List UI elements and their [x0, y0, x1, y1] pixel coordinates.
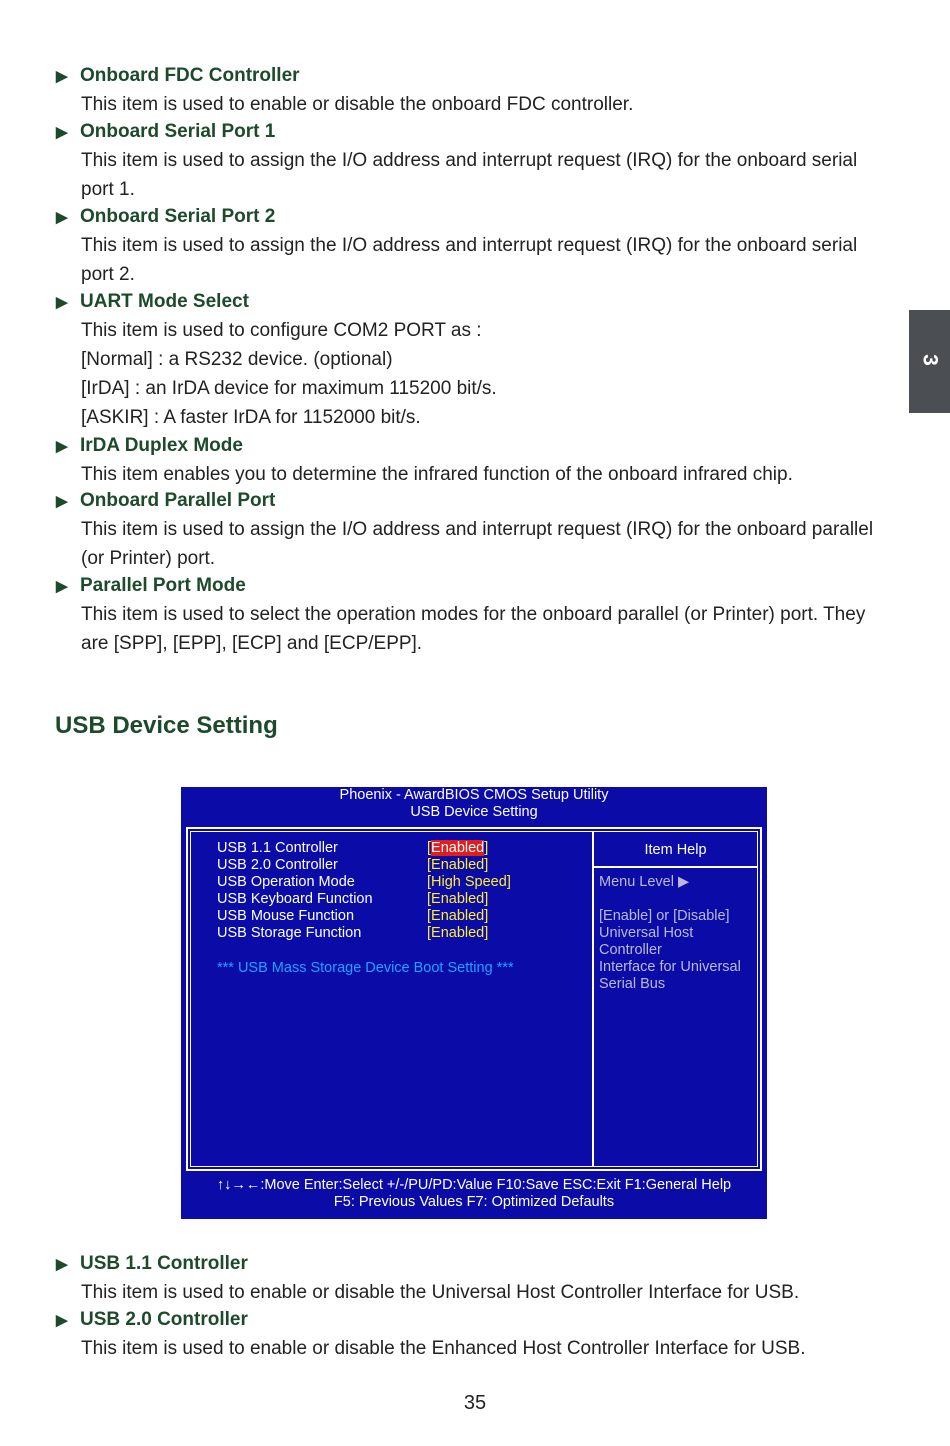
item-heading: ▶ IrDA Duplex Mode [56, 432, 906, 460]
bios-help-divider [592, 866, 757, 868]
bios-title: Phoenix - AwardBIOS CMOS Setup Utility [339, 787, 609, 803]
item-parallel-mode [56, 572, 906, 658]
bios-column-divider [592, 832, 594, 1166]
item-description: This item enables you to determine the infrared function of the onboard infrared chip. [81, 464, 793, 485]
help-text: [Enable] or [Disable] Universal Host Controller Interface for Universal Serial Bus [599, 908, 741, 992]
bios-key-legend-2: F5: Previous Values F7: Optimized Defaults [333, 1194, 615, 1210]
item-heading: ▶ Onboard Serial Port 2 [56, 203, 906, 231]
bios-boot-setting-link[interactable]: *** USB Mass Storage Device Boot Setting *** [217, 960, 514, 976]
triangle-bullet-icon: ▶ [56, 68, 68, 85]
section-title: USB Device Setting [55, 712, 278, 739]
item-usb11-controller [56, 1250, 906, 1307]
page-number: 35 [463, 1392, 487, 1414]
item-heading: ▶ UART Mode Select [56, 288, 906, 316]
triangle-bullet-icon: ▶ [56, 493, 68, 510]
item-description: This item is used to configure COM2 PORT as : [Normal] : a RS232 device. (optional) [IrDA] : an IrDA device for maximum 115200 bit/s. [ASKIR] : A faster IrDA for 1152000 bit/s. [81, 320, 497, 428]
item-heading: ▶ USB 1.1 Controller [56, 1250, 906, 1278]
chapter-number: 3 [918, 354, 942, 366]
item-serial-port-1 [56, 118, 906, 204]
bios-key-legend: ↑↓→←:Move Enter:Select +/-/PU/PD:Value F10:Save ESC:Exit F1:General Help [216, 1177, 732, 1193]
item-description: This item is used to assign the I/O address and interrupt request (IRQ) for the onboard serial port 2. [81, 235, 858, 285]
item-heading: ▶ Onboard Serial Port 1 [56, 118, 906, 146]
menu-level: Menu Level ▶ [599, 874, 690, 890]
bios-frame [186, 827, 762, 1171]
triangle-bullet-icon: ▶ [56, 578, 68, 595]
item-onboard-parallel [56, 487, 906, 573]
item-uart-mode [56, 288, 906, 432]
triangle-bullet-icon: ▶ [56, 1312, 68, 1329]
chapter-tab [909, 310, 950, 413]
triangle-bullet-icon: ▶ [56, 124, 68, 141]
item-help-title: Item Help [644, 842, 707, 858]
item-heading: ▶ Onboard FDC Controller [56, 62, 906, 90]
triangle-bullet-icon: ▶ [56, 1256, 68, 1273]
item-description: This item is used to assign the I/O address and interrupt request (IRQ) for the onboard parallel (or Printer) port. [81, 519, 874, 569]
item-description: This item is used to assign the I/O address and interrupt request (IRQ) for the onboard serial port 1. [81, 150, 858, 200]
item-heading: ▶ Onboard Parallel Port [56, 487, 906, 515]
triangle-bullet-icon: ▶ [56, 209, 68, 226]
item-description: This item is used to enable or disable the onboard FDC controller. [81, 94, 634, 115]
item-heading: ▶ Parallel Port Mode [56, 572, 906, 600]
item-usb20-controller [56, 1306, 906, 1363]
item-heading: ▶ USB 2.0 Controller [56, 1306, 906, 1334]
bios-subtitle: USB Device Setting [410, 804, 538, 820]
triangle-bullet-icon: ▶ [56, 438, 68, 455]
item-description: This item is used to enable or disable the Universal Host Controller Interface for USB. [81, 1282, 800, 1303]
selected-value[interactable]: Enabled [431, 840, 485, 856]
item-description: This item is used to enable or disable the Enhanced Host Controller Interface for USB. [81, 1338, 806, 1359]
bios-inner-frame: USB 1.1 Controller [Enabled] USB 2.0 Controller [Enabled] USB Operation Mode [High Speed] USB Keyboard Function [Enabled] USB Mouse Function [Enabled] USB Storage Function [Enabled] *** USB Mass Storage Device Boot Setting *** Item Help Menu Level ▶ [Enable] or [Disable] Universal Host Controller Interface for Universal Serial Bus [190, 831, 758, 1167]
triangle-bullet-icon: ▶ [56, 294, 68, 311]
bios-screenshot [181, 787, 767, 1219]
item-onboard-fdc [56, 62, 906, 119]
item-irda-duplex [56, 432, 906, 489]
item-serial-port-2 [56, 203, 906, 289]
item-description: This item is used to select the operation modes for the onboard parallel (or Printer) port. They are [SPP], [EPP], [ECP] and [ECP/EPP]. [81, 604, 866, 654]
